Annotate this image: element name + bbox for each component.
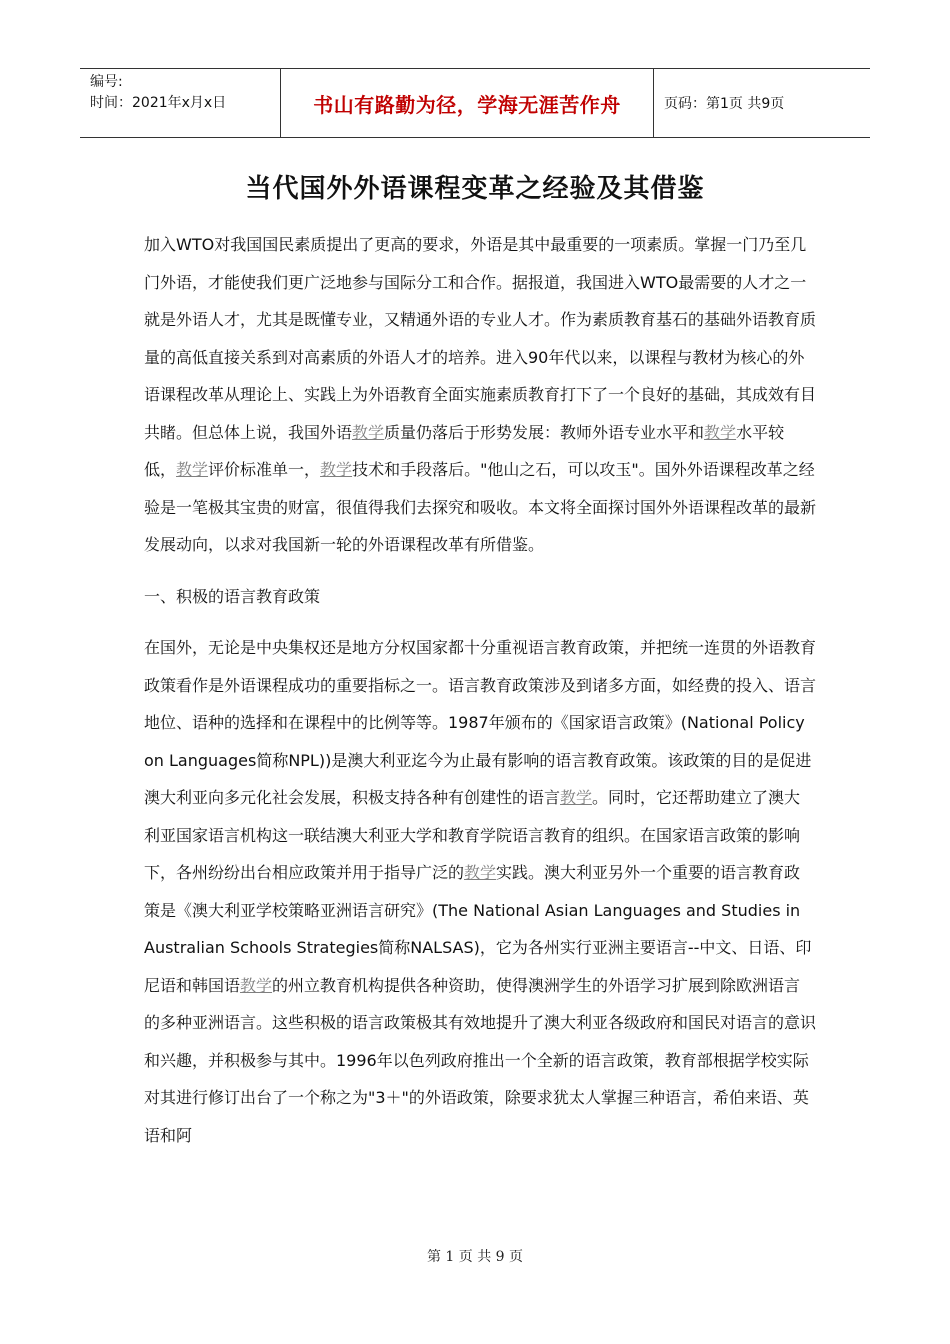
paragraph-text: 评价标准单一， [208, 460, 321, 479]
paragraph-text: 。同时，它还帮助建立了澳大利亚国家语言机构这一联结澳大利亚大学和教育学院语言教育的组织。在国家语言政策的影响下，各州纷纷出台相应政策并用于指导广泛的 [144, 788, 801, 882]
teaching-link[interactable]: 教学 [352, 422, 385, 442]
paragraph-text: 实践。澳大利亚另外一个重要的语言教育政策是《澳大利亚学校策略亚洲语言研究》(The National Asian Languages and Studies in Australian Schools Strategies简称NALSAS)，它为各州实行亚洲主要语言--中文、日语、印尼语和韩国语 [144, 863, 812, 995]
document-time-label: 时间：2021年x月x日 [90, 95, 227, 111]
section-heading: 一、积极的语言教育政策 [144, 586, 321, 606]
teaching-link[interactable]: 教学 [176, 460, 209, 479]
teaching-link[interactable]: 教学 [240, 975, 273, 995]
teaching-link[interactable]: 教学 [560, 788, 593, 807]
intro-paragraph [144, 226, 816, 564]
paragraph-text: 质量仍落后于形势发展：教师外语专业水平和 [384, 422, 705, 442]
header-motto: 书山有路勤为径，学海无涯苦作舟 [281, 69, 654, 137]
document-body [144, 226, 816, 1154]
header-table [80, 68, 870, 138]
paragraph-text: 水平较低， [144, 422, 785, 479]
header-page-info: 页码：第1页 共9页 [664, 96, 785, 112]
paragraph-text: 加入WTO对我国国民素质提出了更高的要求，外语是其中最重要的一项素质。掌握一门乃至几门外语，才能使我们更广泛地参与国际分工和合作。据报道，我国进入WTO最需要的人才之一就是外语人才，尤其是既懂专业，又精通外语的专业人才。作为素质教育基石的基础外语教育质量的高低直接关系到对高素质的外语人才的培养。进入90年代以来，以课程与教材为核心的外语课程改革从理论上、实践上为外语教育全面实施素质教育打下了一个良好的基础，其成效有目共睹。但总体上说，我国外语 [144, 235, 817, 442]
policy-paragraph [144, 629, 816, 1154]
page-footer: 第 1 页 共 9 页 [426, 1249, 524, 1265]
document-number-label: 编号: [90, 74, 123, 90]
document-title: 当代国外外语课程变革之经验及其借鉴 [245, 174, 705, 204]
teaching-link[interactable]: 教学 [464, 863, 497, 882]
paragraph-text: 技术和手段落后。"他山之石，可以攻玉"。国外外语课程改革之经验是一笔极其宝贵的财富，很值得我们去探究和吸收。本文将全面探讨国外外语课程改革的最新发展动向，以求对我国新一轮的外语课程改革有所借鉴。 [144, 460, 817, 554]
teaching-link[interactable]: 教学 [320, 460, 353, 479]
header-meta-cell [80, 69, 281, 137]
teaching-link[interactable]: 教学 [704, 422, 737, 442]
paragraph-text: 在国外，无论是中央集权还是地方分权国家都十分重视语言教育政策，并把统一连贯的外语教育政策看作是外语课程成功的重要指标之一。语言教育政策涉及到诸多方面，如经费的投入、语言地位、语种的选择和在课程中的比例等等。1987年颁布的《国家语言政策》(National Policy on Languages简称NPL))是澳大利亚迄今为止最有影响的语言教育政策。该政策的目的是促进澳大利亚向多元化社会发展，积极支持各种有创建性的语言 [144, 638, 817, 807]
paragraph-text: 的州立教育机构提供各种资助，使得澳洲学生的外语学习扩展到除欧洲语言的多种亚洲语言。这些积极的语言政策极其有效地提升了澳大利亚各级政府和国民对语言的意识和兴趣，并积极参与其中。1996年以色列政府推出一个全新的语言政策，教育部根据学校实际对其进行修订出台了一个称之为"3＋"的外语政策，除要求犹太人掌握三种语言，希伯来语、英语和阿 [144, 975, 817, 1145]
